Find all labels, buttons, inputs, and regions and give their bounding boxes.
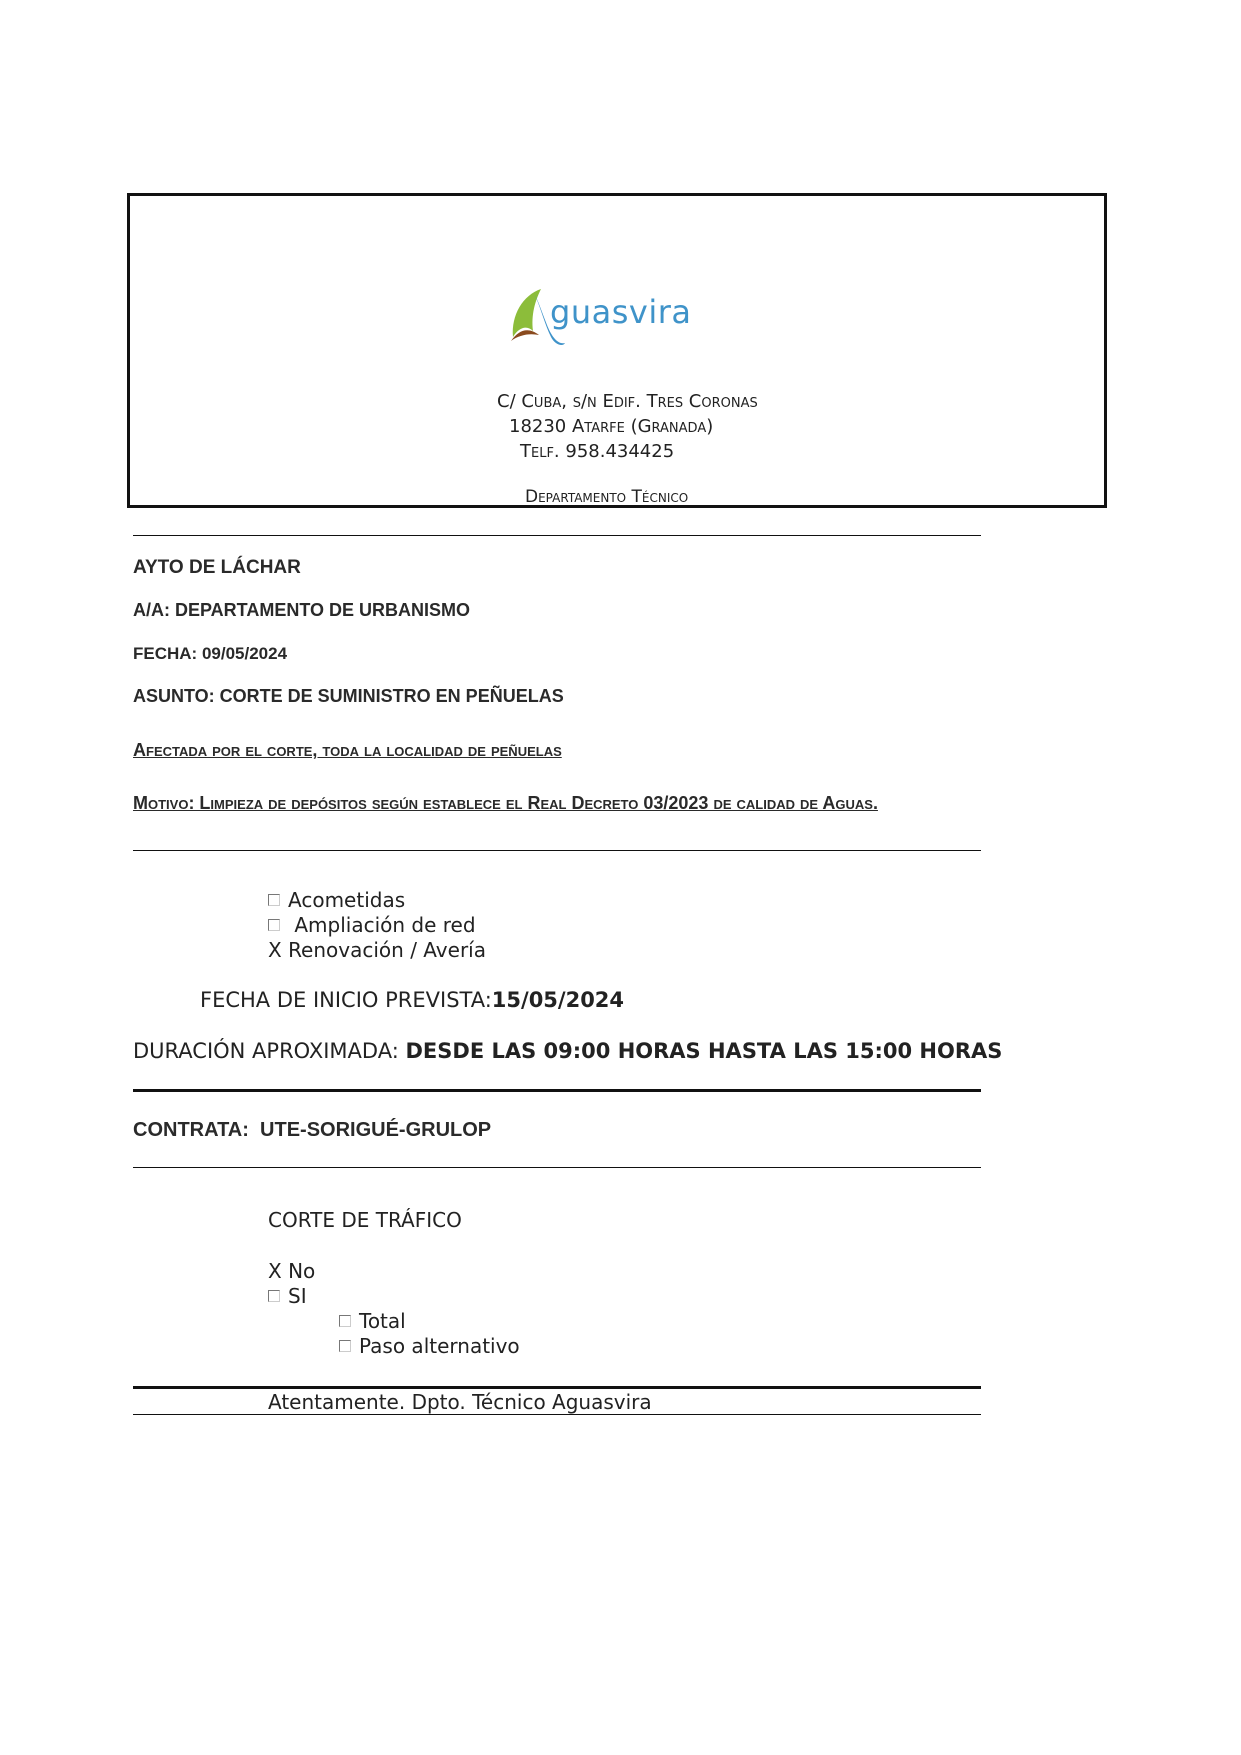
divider	[133, 1386, 981, 1389]
divider	[133, 1414, 981, 1415]
checked-mark: X	[268, 938, 282, 962]
contractor-label: CONTRATA:	[133, 1119, 249, 1141]
aguasvira-logo	[505, 285, 705, 351]
start-date-value: 15/05/2024	[491, 988, 625, 1012]
traffic-title: CORTE DE TRÁFICO	[268, 1208, 462, 1232]
subject-line: ASUNTO: CORTE DE SUMINISTRO EN PEÑUELAS	[133, 686, 564, 706]
affected-note: Afectada por el corte, toda la localidad de peñuelas	[133, 740, 562, 760]
start-date-line	[200, 988, 624, 1012]
duration-value: DESDE LAS 09:00 HORAS HASTA LAS 15:00 HORAS	[405, 1039, 1003, 1063]
option-label: SI	[288, 1284, 307, 1308]
phone-number: Telf. 958.434425	[520, 441, 675, 462]
checkbox-icon	[268, 1290, 280, 1302]
address-line-1: C/ Cuba, s/n Edif. Tres Coronas	[497, 391, 758, 412]
department-label: Departamento Técnico	[525, 487, 689, 507]
attention-line: A/A: DEPARTAMENTO DE URBANISMO	[133, 600, 470, 620]
divider	[133, 1089, 981, 1092]
closing-line: Atentamente. Dpto. Técnico Aguasvira	[268, 1390, 652, 1414]
duration-label: DURACIÓN APROXIMADA:	[133, 1039, 399, 1063]
option-label: Total	[359, 1309, 406, 1333]
option-label: No	[288, 1259, 316, 1283]
checkbox-icon	[339, 1340, 351, 1352]
checked-mark: X	[268, 1259, 282, 1283]
logo-wordmark: guasvira	[550, 293, 692, 331]
address-line-2: 18230 Atarfe (Granada)	[509, 416, 714, 437]
option-ampliacion	[268, 913, 476, 937]
contractor-value: UTE-SORIGUÉ-GRULOP	[260, 1119, 492, 1141]
recipient-entity: AYTO DE LÁCHAR	[133, 557, 301, 578]
option-label: Ampliación de red	[288, 913, 476, 937]
traffic-option-no	[268, 1259, 315, 1283]
checkbox-icon	[268, 894, 280, 906]
traffic-option-si	[268, 1284, 307, 1308]
duration-line	[133, 1039, 1002, 1063]
start-date-label: FECHA DE INICIO PREVISTA:	[200, 988, 492, 1012]
option-label: Acometidas	[288, 888, 406, 912]
checkbox-icon	[268, 919, 280, 931]
divider	[133, 535, 981, 536]
option-label: Paso alternativo	[359, 1334, 520, 1358]
reason-note: Motivo: Limpieza de depósitos según establece el Real Decreto 03/2023 de calidad de Aguas.	[133, 793, 878, 813]
checkbox-icon	[339, 1315, 351, 1327]
date-line: FECHA: 09/05/2024	[133, 644, 288, 663]
divider	[133, 850, 981, 851]
traffic-suboption-total	[339, 1309, 406, 1333]
option-acometidas	[268, 888, 405, 912]
divider	[133, 1167, 981, 1168]
option-label: Renovación / Avería	[288, 938, 486, 962]
traffic-suboption-alternate	[339, 1334, 520, 1358]
option-renovacion	[268, 938, 486, 962]
contractor-line	[133, 1119, 491, 1142]
